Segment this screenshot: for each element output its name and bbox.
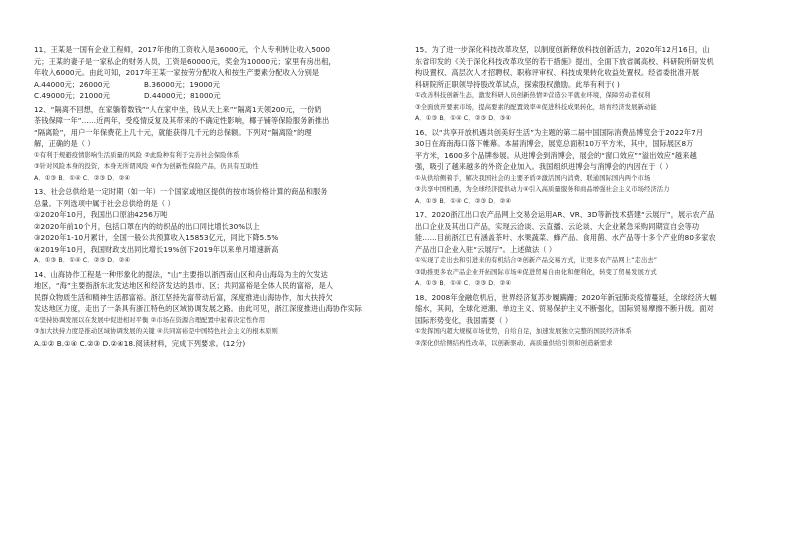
answer-option: A.44000元；26000元 [34, 79, 110, 89]
question-line: 民群众物质生活和精神生活都富裕。浙江坚持先富带动后富，深度推进山海协作，加大扶持欠 [34, 292, 333, 302]
option-line: A．①③ B．①④ C．②③ D．②④ [415, 197, 512, 205]
question-line: 解，正确的是（ ） [34, 139, 95, 148]
option-line: ③助推更多农产品企业开拓国际市场④促进贸易自由化和便利化，转变了贸易发展方式 [415, 268, 657, 276]
option-line: ①实现了走出去和引进来的有机结合②创新产品交易方式，让更多农产品网上“走出去” [415, 257, 658, 264]
left-column [34, 44, 384, 349]
question-line: 科研院所正职领导持股改革试点，探索股权激励。此举有利于( ) [415, 79, 620, 89]
answer-options-line [34, 90, 384, 102]
question-line: 出口企业及其出口产品，实现云洽谈、云直播、云论谈、大企业紧急采购同期宣自会等功 [415, 221, 700, 231]
question-line: 14、山海协作工程是一种形象化的提法，“山”主要指以浙西南山区和舟山海岛为主的欠发达 [34, 269, 328, 279]
question-line: 强，吸引了越来越多的外资企业加入。我国组织进博会与消博会的内因在于（ ） [415, 162, 673, 171]
question-line: 13、社会总供给是一定时期（如一年）一个国家或地区提供的按市场价格计算的商品和服务 [34, 187, 328, 196]
option-line: ③加大扶持力度是推动区域协调发展的关键 ④共同富裕是中国特色社会主义的根本原则 [34, 328, 278, 335]
question-line: 12、“隔离不回想，在家躺着数钱”“人在家中坐，钱从天上来”“隔离1天领200元，一份奶 [34, 104, 322, 114]
option-line: A．①③ B．①④ C．②③ D．②④ [34, 257, 131, 264]
question-line: 茶钱保障一年”……近两年，受疫情反复及其带来的不确定性影响，椰子铺等保险服务新推出 [34, 116, 330, 125]
option-line: ③针对风险本身的投资，本身无所谓风险 ④作为创新性保险产品，仍具有互助性 [34, 163, 259, 170]
question-line: 年收入6000元。由此可知，2017年王某一家按劳分配收入和按生产要素分配收入分别是 [34, 68, 320, 77]
question-line: 平方米，1600多个品牌参展。从进博会到消博会，展会的“窗口效应”“溢出效应”越来越 [415, 150, 697, 160]
question-line: 18、2008年金融危机后，世界经济复苏步履蹒跚；2020年新冠肺炎疫情蔓延，全球经济大幅 [415, 292, 717, 302]
option-line: ①坚持协调发展以在发展中促进相对平衡 ②市场在资源合理配置中起着决定性作用 [34, 316, 266, 324]
option-line: A．①③ B．①④ C．②③ D．②④ [415, 280, 512, 287]
option-line: ③全面放开要素市场，提高要素的配置效率④促进科技成果转化，培育经济发展新动能 [415, 103, 657, 111]
question-line: 构设置权、高层次人才招聘权、职称评审权、科技成果转化收益处置权。经省委批准开展 [415, 68, 700, 77]
option-line: ①改善科技创新生态，激发科研人员创新热情②营造公平就业环境，保障劳动者权利 [415, 92, 651, 99]
option-line: A．①③ B．①④ C．②③ D．③④ [415, 115, 512, 122]
question-line: ③2020年1-10月累计，全国一般公共预算收入15853亿元，同比下降5.5% [34, 233, 279, 242]
question-line: ①2020年10月，我国出口原油4256万吨 [34, 210, 168, 219]
question-line: “隔离险”，用户一年保费花上几十元，就能获得几千元的总保额。下列对“隔离险”的理 [34, 127, 312, 137]
answer-option: D.44000元；81000元 [144, 91, 221, 100]
question-line: 缩水，其间，全球化逆潮、单边主义、贸易保护主义不断强化，国际贸易摩擦不断升级。面对 [415, 304, 714, 313]
question-line: 产品出口企业入驻“云展厅”。上述做法（ ） [415, 244, 557, 254]
option-line: ①发挥国内超大规模市场优势，自给自足，加速发展独立完整的国民经济体系 [415, 328, 632, 335]
question-line: 东省印发的《关于深化科技改革攻坚的若干措施》提出，全面下放省属高校、科研院所研发机 [415, 56, 714, 66]
right-column [415, 44, 770, 349]
question-line: ④2019年10月，我国财政支出同比增长19%创下2019年以来单月增速新高 [34, 244, 279, 254]
option-line: ③共享中国机遇，为全球经济提供动力④引入高质量服务和商品增强社会主义市场经济活力 [415, 186, 670, 193]
question-line: ②2020年前10个月，包括口罩在内的纺织品的出口同比增长30%以上 [34, 221, 260, 231]
question-line: 能……目前浙江已有涵盖茶叶、水果蔬菜、蜂产品、食用菌、水产品等十多个产业的80多家农 [415, 233, 716, 242]
option-line: ②深化供给侧结构性改革，以创新驱动、高质量供给引领和创造新需求 [415, 339, 613, 347]
question-line: 11、王某是一国有企业工程师，2017年他的工资收入是36000元，个人专利转让收入5000 [34, 45, 331, 54]
question-line: 30日在海南海口落下帷幕。本届消博会，展览总面积10万平方米，其中，国际展区8万 [415, 139, 694, 148]
question-line: A.①② B.①④ C.②③ D.②④18.阅读材料，完成下列要求。(12分) [34, 338, 246, 348]
question-line: 15、为了进一步深化科技改革攻坚，以制度创新释放科技创新活力，2020年12月16日，山 [415, 45, 710, 54]
answer-option: C.49000元；21000元 [34, 91, 111, 100]
answer-option: B.36000元；19000元 [144, 79, 221, 89]
option-line: A．①③ B．①④ C．②③ D．②④ [34, 174, 131, 182]
answer-options-line [34, 79, 384, 91]
question-line: 国际形势变化，我国需要（ ） [415, 315, 513, 325]
question-line: 总量。下列选项中属于社会总供给的是（ ） [34, 198, 175, 208]
option-line: ①有利于规避疫情影响生活质量的风险 ②此险种有利于完善社会保险体系 [34, 151, 240, 159]
question-line: 元；王某的妻子是一家私企的财务人员，工资是60000元，奖金为10000元；家里有房出租， [34, 56, 336, 66]
question-line: 地区，“海”主要指浙东北发达地区和经济发达的县市、区；共同富裕是全体人民的富裕，是人 [34, 281, 334, 290]
question-line: 16、以“共享开放机遇共创美好生活”为主题的第二届中国国际消费品博览会于2022年7月 [415, 127, 704, 137]
question-line: 发达地区力度，走出了一条具有浙江特色的区域协调发展之路。由此可见，浙江深度推进山海协作实际 [34, 304, 362, 313]
question-line: 17、2020浙江出口农产品网上交易会运用AR、VR、3D等新技术搭建“云展厅”，展示农产品 [415, 210, 715, 219]
option-line: ①从供给侧着手，解决我国社会的主要矛盾②激活国内消费，联通国际国内两个市场 [415, 174, 651, 182]
